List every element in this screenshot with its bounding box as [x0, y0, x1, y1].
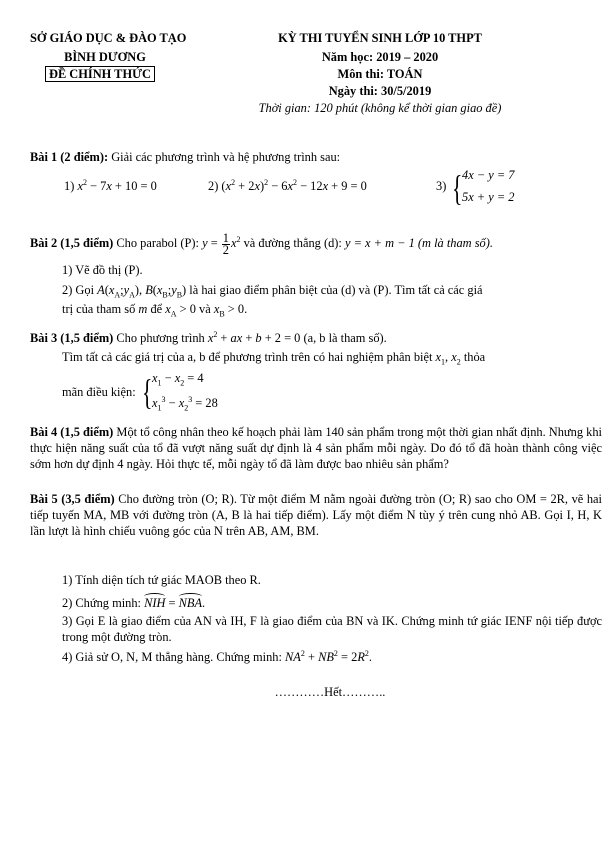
problem-3-line-2-end: thỏa	[463, 350, 486, 364]
problem-2-part-2-line-2: trị của tham số m để $x_A > 0$ và $x_B > 0$.	[62, 302, 248, 319]
cond-a-var: x	[165, 302, 171, 316]
problem-2-heading: Bài 2 (1,5 điểm) Cho parabol (P): y = $\frac{1}{2}$ $x^2$ và đường thẳng (d): y = x + m − 1 (m là tham số).	[30, 230, 493, 257]
official-exam-label: ĐỀ CHÍNH THỨC	[45, 66, 155, 82]
problem-2-intro-a: Cho parabol (P):	[116, 236, 199, 250]
problem-3-line-2: Tìm tất cả các giá trị của a, b để phương trình trên có hai nghiệm phân biệt $x_1$, $x_2$ thỏa	[62, 350, 486, 367]
problem-5	[30, 491, 602, 539]
part4-text: 4) Giả sử O, N, M thẳng hàng. Chứng minh:	[62, 650, 282, 664]
exam-date: Ngày thi: 30/5/2019	[328, 84, 432, 98]
problem-4-title: Bài 4 (1,5 điểm)	[30, 425, 114, 439]
system-brace: {	[452, 168, 463, 208]
system-row-1: 4x − y = 7	[462, 168, 515, 182]
half-fraction: $\frac{1}{2}$	[222, 230, 229, 257]
angle-nih: NIH	[144, 593, 165, 611]
problem-4-text: Một tổ công nhân theo kế hoạch phải làm 140 sản phẩm trong một thời gian nhất định. Nhưng khi thực hiện năng suất của tổ đã vượt năng suất dự định là 4 sản phẩm mỗi ngày. Do đó tổ đã hoàn thành công việc sớm hơn dự định 4 ngày. Hỏi thực tế, mỗi ngày tổ đã làm được bao nhiêu sản phẩm?	[30, 425, 602, 471]
end-marker: …………Hết………..	[274, 685, 386, 699]
problem-3-heading: Bài 3 (1,5 điểm) Cho phương trình $x^2$ + ax + b + 2 = 0 (a, b là tham số).	[30, 329, 387, 345]
problem-5-part-2: 2) Chứng minh: NIH = NBA.	[62, 593, 205, 611]
problem-2-intro-b: và đường thẳng (d):	[243, 236, 342, 250]
problem-5-title: Bài 5 (3,5 điểm)	[30, 492, 115, 506]
problem-1-heading	[30, 150, 340, 165]
time-note: Thời gian: 120 phút (không kể thời gian giao đề)	[258, 101, 502, 115]
equation-1: 1) $x^2 - 7x + 10 = 0$	[64, 177, 157, 193]
condition-row-1: $x_1 - x_2 = 4$	[152, 371, 204, 388]
eq2-label: 2)	[208, 179, 219, 193]
part2-a: 2) Gọi	[62, 283, 95, 297]
department-name: SỞ GIÁO DỤC & ĐÀO TẠO	[30, 31, 187, 45]
cond-b-var: x	[213, 302, 220, 316]
problem-3-line-3: mãn điều kiện:	[62, 385, 136, 399]
problem-3-intro-b: (a, b là tham số).	[303, 331, 387, 345]
problem-3-intro-a: Cho phương trình	[116, 331, 205, 345]
eq3-label: 3)	[436, 179, 447, 193]
problem-1-title: Bài 1 (2 điểm):	[30, 150, 109, 164]
problem-3-line-2-text: Tìm tất cả các giá trị của a, b để phương trình trên có hai nghiệm phân biệt	[62, 350, 433, 364]
exam-title: KỲ THI TUYỂN SINH LỚP 10 THPT	[278, 31, 482, 45]
line-equation: y = x + m − 1	[344, 236, 415, 250]
condition-row-2-rhs: = 28	[195, 396, 218, 410]
problem-2-part-2-line-1: 2) Gọi $A(x_A;y_A)$, $B(x_B;y_B)$ là hai giao điểm phân biệt của (d) và (P). Tìm tất cả các giá	[62, 283, 483, 300]
system-row-2: 5x + y = 2	[462, 190, 515, 204]
equation-2: 2) $(x^2 + 2x)^2 - 6x^2 - 12x + 9 = 0$	[208, 177, 367, 193]
problem-3-title: Bài 3 (1,5 điểm)	[30, 331, 114, 345]
problem-2-title: Bài 2 (1,5 điểm)	[30, 236, 114, 250]
part2-b: là hai giao điểm phân biệt của (d) và (P). Tìm tất cả các giá	[189, 283, 483, 297]
school-year: Năm học: 2019 – 2020	[321, 50, 439, 64]
subject: Môn thi: TOÁN	[337, 67, 423, 81]
problem-2-part-1: 1) Vẽ đồ thị (P).	[62, 263, 143, 277]
part2-text: 2) Chứng minh:	[62, 596, 141, 610]
condition-brace: {	[142, 372, 153, 412]
problem-5-part-1: 1) Tính diện tích tứ giác MAOB theo R.	[62, 573, 261, 587]
part2-e: và	[199, 302, 211, 316]
eq1-label: 1)	[64, 179, 75, 193]
problem-4	[30, 424, 602, 472]
problem-5-part-4: 4) Giả sử O, N, M thẳng hàng. Chứng minh: $NA^2 + NB^2 = 2R^2$.	[62, 648, 372, 664]
angle-nba: NBA	[179, 593, 202, 611]
param-note: (m là tham số).	[417, 236, 493, 250]
problem-5-text: Cho đường tròn (O; R). Từ một điểm M nằm ngoài đường tròn (O; R) sao cho OM = 2R, vẽ hai tiếp tuyến MA, MB với đường tròn (A, B là hai tiếp điểm). Lấy một điểm N tùy ý trên cung nhỏ AB. Gọi I, H, K lần lượt là hình chiếu vuông góc của N trên AB, AM, BM.	[30, 492, 602, 538]
condition-row-1-rhs: = 4	[187, 371, 204, 385]
part2-c: trị của tham số	[62, 302, 136, 316]
part2-d: để	[150, 302, 163, 316]
problem-5-part-3: 3) Gọi E là giao điểm của AN và IH, F là giao điểm của BN và IK. Chứng minh tứ giác IENF nội tiếp được trong một đường tròn.	[62, 614, 602, 644]
problem-1-intro: Giải các phương trình và hệ phương trình sau:	[111, 150, 341, 164]
condition-row-2: $x_1^3 - x_2^3 = 28$	[152, 394, 218, 413]
province-name: BÌNH DƯƠNG	[64, 50, 146, 64]
